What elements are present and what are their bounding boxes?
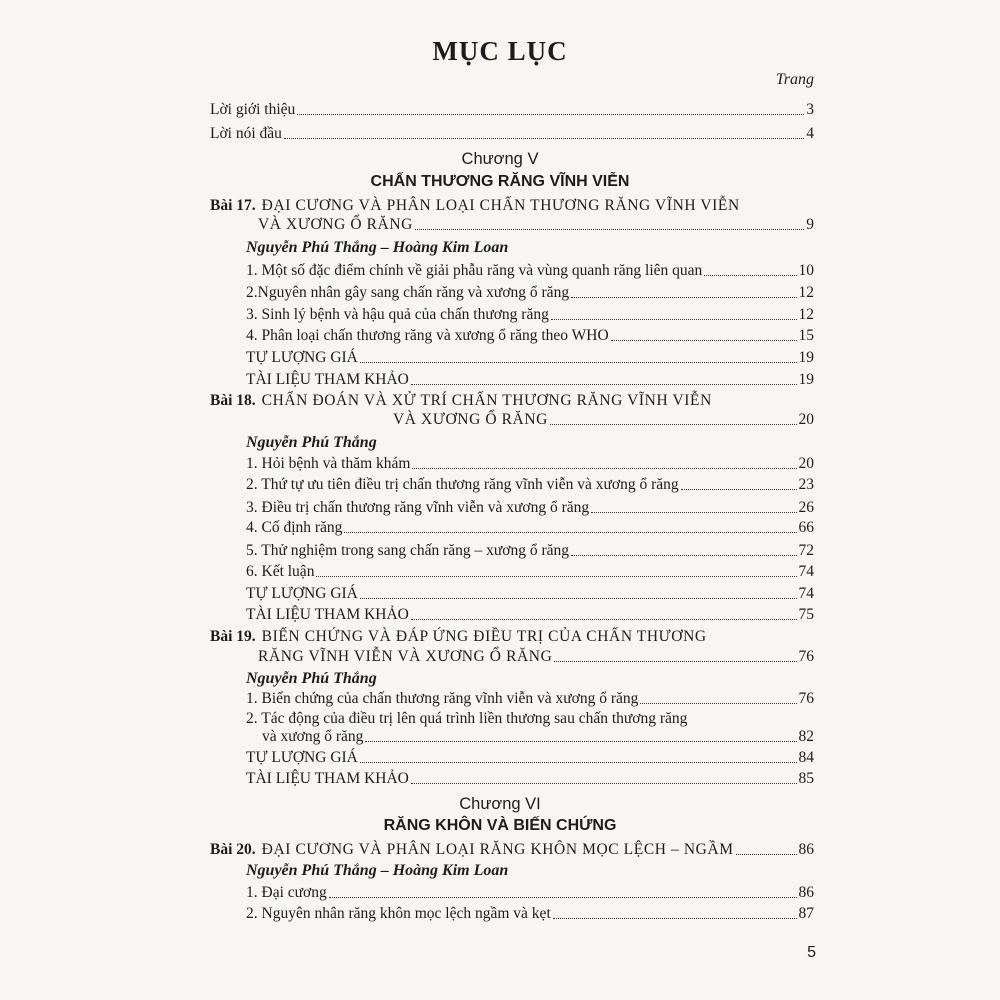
toc-entry: [246, 883, 814, 903]
chapter-title: RĂNG KHÔN VÀ BIẾN CHỨNG: [383, 817, 617, 834]
dot-leader: [316, 576, 796, 577]
lesson-heading: [210, 196, 790, 216]
entry-label: 5. Thử nghiệm trong sang chấn răng – xương ổ răng: [246, 542, 570, 559]
lesson-heading-cont: [393, 410, 814, 430]
dot-leader: [329, 897, 797, 898]
lesson-number: Bài 17.: [210, 197, 256, 214]
entry-label: TỰ LƯỢNG GIÁ: [246, 349, 358, 366]
entry-page: 12: [798, 284, 814, 301]
dot-leader: [360, 762, 797, 763]
entry-label: TỰ LƯỢNG GIÁ: [246, 749, 358, 766]
lesson-title-cont: VÀ XƯƠNG Ổ RĂNG: [393, 411, 548, 428]
toc-entry: [246, 475, 814, 495]
entry-label: Lời giới thiệu: [210, 101, 296, 118]
entry-label: 1. Đại cương: [246, 884, 327, 901]
entry-page: 9: [806, 216, 814, 233]
dot-leader: [344, 532, 796, 533]
entry-label-cont: và xương ổ răng: [262, 728, 364, 745]
lesson-title: ĐẠI CƯƠNG VÀ PHÂN LOẠI RĂNG KHÔN MỌC LỆCH – NGẦM: [261, 841, 734, 858]
dot-leader: [411, 783, 797, 784]
toc-entry: [246, 518, 814, 538]
chapter-label: Chương V: [461, 150, 539, 168]
entry-page: 19: [798, 349, 814, 366]
dot-leader: [411, 619, 797, 620]
toc-entry: [246, 498, 814, 518]
page-title: MỤC LỤC: [432, 36, 568, 66]
entry-label: TỰ LƯỢNG GIÁ: [246, 585, 358, 602]
dot-leader: [411, 384, 797, 385]
toc-entry: [210, 100, 814, 120]
lesson-author: Nguyễn Phú Thắng – Hoàng Kim Loan: [246, 239, 509, 256]
lesson-number: Bài 20.: [210, 841, 256, 858]
entry-label: 1. Biến chứng của chấn thương răng vĩnh viễn và xương ổ răng: [246, 690, 639, 707]
lesson-heading-cont: [258, 647, 814, 667]
entry-page: 10: [798, 262, 814, 279]
dot-leader: [681, 489, 797, 490]
entry-label: 4. Cố định răng: [246, 519, 343, 536]
lesson-heading: [210, 391, 790, 411]
lesson-title: BIẾN CHỨNG VÀ ĐÁP ỨNG ĐIỀU TRỊ CỦA CHẤN THƯƠNG: [261, 628, 707, 645]
entry-label: 2.Nguyên nhân gây sang chấn răng và xương ổ răng: [246, 284, 570, 301]
entry-page: 87: [798, 905, 814, 922]
toc-entry: [246, 326, 814, 346]
lesson-number: Bài 19.: [210, 628, 256, 645]
dot-leader: [412, 468, 796, 469]
entry-page: 75: [798, 606, 814, 623]
dot-leader: [360, 598, 797, 599]
lesson-number: Bài 18.: [210, 392, 256, 409]
toc-entry: [246, 748, 814, 768]
lesson-title-cont: RĂNG VĨNH VIỄN VÀ XƯƠNG Ổ RĂNG: [258, 648, 553, 665]
lesson-title-cont: VÀ XƯƠNG Ổ RĂNG: [258, 216, 413, 233]
entry-page: 26: [798, 499, 814, 516]
entry-label: 2. Nguyên nhân răng khôn mọc lệch ngầm và kẹt: [246, 905, 551, 922]
entry-page: 4: [806, 125, 814, 142]
lesson-heading-cont: [258, 215, 814, 235]
entry-label: TÀI LIỆU THAM KHẢO: [246, 770, 409, 787]
chapter-title: CHẤN THƯƠNG RĂNG VĨNH VIỄN: [370, 173, 630, 190]
entry-page: 20: [798, 455, 814, 472]
toc-entry: [246, 305, 814, 325]
entry-page: 74: [798, 585, 814, 602]
entry-label: 3. Điều trị chấn thương răng vĩnh viễn và xương ổ răng: [246, 499, 590, 516]
entry-label: 4. Phân loại chấn thương răng và xương ổ răng theo WHO: [246, 327, 609, 344]
entry-label: 6. Kết luận: [246, 563, 315, 580]
toc-entry: [246, 689, 814, 709]
toc-entry: [246, 348, 814, 368]
lesson-title: ĐẠI CƯƠNG VÀ PHÂN LOẠI CHẤN THƯƠNG RĂNG VĨNH VIỄN: [261, 197, 740, 214]
dot-leader: [704, 275, 796, 276]
dot-leader: [571, 297, 796, 298]
dot-leader: [591, 512, 796, 513]
entry-page: 86: [798, 884, 814, 901]
dot-leader: [551, 319, 797, 320]
entry-page: 82: [798, 728, 814, 745]
dot-leader: [365, 741, 796, 742]
entry-label: 3. Sinh lý bệnh và hậu quả của chấn thương răng: [246, 306, 549, 323]
page-column-label: Trang: [775, 71, 814, 88]
entry-page: 12: [798, 306, 814, 323]
toc-entry: [246, 261, 814, 281]
dot-leader: [415, 229, 804, 230]
dot-leader: [611, 340, 797, 341]
entry-page: 74: [798, 563, 814, 580]
dot-leader: [554, 661, 796, 662]
entry-page: 84: [798, 749, 814, 766]
entry-label: 1. Một số đặc điểm chính về giải phẫu răng và vùng quanh răng liên quan: [246, 262, 703, 279]
toc-entry: [246, 904, 814, 924]
lesson-heading: [210, 627, 790, 647]
entry-page: 76: [798, 648, 814, 665]
entry-label: TÀI LIỆU THAM KHẢO: [246, 606, 409, 623]
dot-leader: [284, 138, 804, 139]
toc-entry: [246, 584, 814, 604]
entry-page: 20: [798, 411, 814, 428]
toc-entry: [246, 605, 814, 625]
lesson-title: CHẨN ĐOÁN VÀ XỬ TRÍ CHẤN THƯƠNG RĂNG VĨNH VIỄN: [261, 392, 712, 409]
toc-entry: [246, 283, 814, 303]
lesson-author: Nguyễn Phú Thắng: [246, 670, 377, 687]
toc-entry-line1: [246, 709, 814, 729]
page-number: 5: [807, 944, 816, 961]
entry-label: 1. Hỏi bệnh và thăm khám: [246, 455, 411, 472]
dot-leader: [360, 362, 797, 363]
entry-label: 2. Thứ tự ưu tiên điều trị chấn thương răng vĩnh viễn và xương ổ răng: [246, 476, 679, 493]
lesson-heading: [210, 840, 814, 860]
toc-entry: [246, 769, 814, 789]
entry-page: 86: [798, 841, 814, 858]
entry-page: 23: [798, 476, 814, 493]
dot-leader: [736, 854, 797, 855]
entry-page: 15: [798, 327, 814, 344]
toc-entry: [246, 562, 814, 582]
entry-label: Lời nói đầu: [210, 125, 282, 142]
toc-entry-line2: [262, 727, 814, 747]
chapter-label: Chương VI: [459, 795, 541, 813]
toc-entry: [246, 370, 814, 390]
dot-leader: [297, 114, 804, 115]
entry-page: 3: [806, 101, 814, 118]
entry-page: 66: [798, 519, 814, 536]
dot-leader: [640, 703, 796, 704]
entry-label: TÀI LIỆU THAM KHẢO: [246, 371, 409, 388]
entry-page: 19: [798, 371, 814, 388]
entry-page: 76: [798, 690, 814, 707]
dot-leader: [550, 424, 797, 425]
entry-page: 72: [798, 542, 814, 559]
dot-leader: [571, 555, 796, 556]
entry-page: 85: [798, 770, 814, 787]
lesson-author: Nguyễn Phú Thắng: [246, 434, 377, 451]
lesson-author: Nguyễn Phú Thắng – Hoàng Kim Loan: [246, 862, 509, 879]
entry-label: 2. Tác động của điều trị lên quá trình liền thương sau chấn thương răng: [246, 710, 688, 727]
toc-entry: [246, 541, 814, 561]
dot-leader: [553, 918, 797, 919]
toc-entry: [246, 454, 814, 474]
toc-entry: [210, 124, 814, 144]
